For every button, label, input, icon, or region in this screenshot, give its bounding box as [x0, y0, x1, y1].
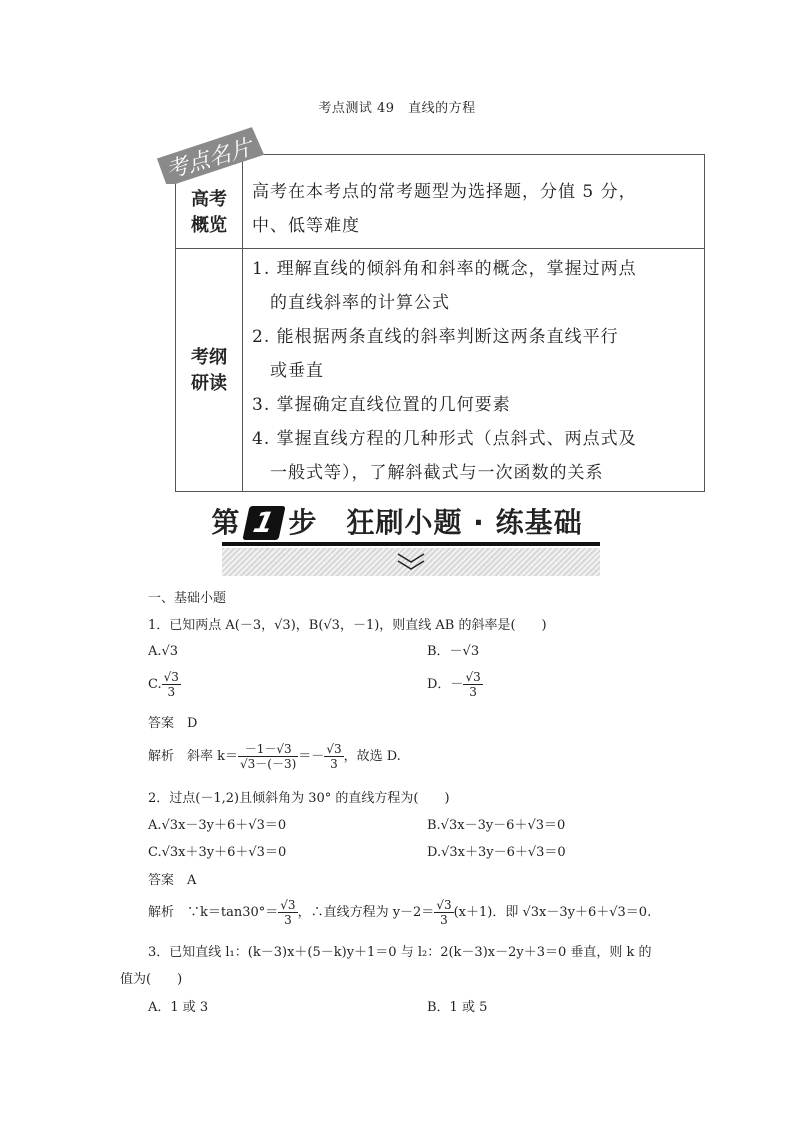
option-label: C.	[148, 677, 162, 692]
overview-line: 高考在本考点的常考题型为选择题，分值 5 分，	[252, 182, 637, 202]
overview-line: 中、低等难度	[252, 216, 360, 236]
q1-option-b: B．－√3	[427, 644, 480, 659]
analysis-text: (x＋1)．即 √3x－3y＋6＋√3＝0.	[453, 905, 652, 920]
analysis-text: ＝－	[298, 749, 325, 764]
q2-option-b: B.√3x－3y－6＋√3＝0	[427, 818, 566, 833]
fraction-den: 3	[167, 685, 176, 699]
syllabus-line: 的直线斜率的计算公式	[252, 293, 450, 313]
chevron-down-icon	[222, 548, 600, 576]
syllabus-line: 或垂直	[252, 361, 324, 381]
section-title: 一、基础小题	[148, 591, 227, 606]
syllabus-line: 2. 能根据两条直线的斜率判断这两条直线平行	[252, 327, 619, 347]
q2-option-c: C.√3x＋3y＋6＋√3＝0	[148, 845, 287, 860]
analysis-text: 解析 斜率 k＝	[148, 749, 239, 764]
q2-option-a: A.√3x－3y＋6＋√3＝0	[148, 818, 287, 833]
syllabus-line: 1. 理解直线的倾斜角和斜率的概念，掌握过两点	[252, 259, 637, 279]
fraction	[238, 742, 298, 771]
q2-answer: 答案 A	[148, 873, 197, 888]
fraction	[162, 670, 181, 699]
fraction-num: √3	[326, 742, 342, 756]
q2-stem: 2．过点(－1,2)且倾斜角为 30° 的直线方程为( )	[148, 791, 450, 806]
q3-stem-line1: 3．已知直线 l₁：(k－3)x＋(5－k)y＋1＝0 与 l₂：2(k－3)x－2y＋3＝0 垂直，则 k 的	[148, 945, 652, 960]
syllabus-line: 4. 掌握直线方程的几种形式（点斜式、两点式及	[252, 429, 637, 449]
row-label-overview: 高考 概览	[191, 189, 227, 236]
q1-option-d	[427, 670, 483, 699]
banner-rule	[222, 542, 600, 546]
stamp-badge	[150, 126, 268, 184]
info-table	[175, 154, 705, 492]
row-content-syllabus	[252, 252, 698, 490]
fraction-den: √3－(－3)	[240, 757, 297, 771]
fraction-den: 3	[469, 685, 477, 699]
q1-option-c	[148, 670, 181, 699]
banner-prefix: 第	[211, 506, 241, 539]
analysis-text: 解析 ∵k＝tan30°＝	[148, 905, 279, 920]
fraction-den: 3	[440, 913, 448, 927]
analysis-text: ，∴直线方程为 y－2＝	[297, 905, 435, 920]
syllabus-line: 一般式等），了解斜截式与一次函数的关系	[252, 463, 604, 483]
table-divider	[242, 155, 243, 491]
step-number: 1	[243, 506, 286, 540]
q3-stem-line2: 值为( )	[120, 972, 183, 987]
fraction-num: √3	[436, 898, 452, 912]
q1-answer: 答案 D	[148, 716, 198, 731]
fraction	[463, 670, 482, 699]
table-divider	[176, 248, 704, 249]
syllabus-line: 3. 掌握确定直线位置的几何要素	[252, 395, 511, 415]
fraction-num: √3	[280, 898, 296, 912]
q3-option-a: A．1 或 3	[148, 1000, 209, 1015]
q2-option-d: D.√3x＋3y－6＋√3＝0	[427, 845, 566, 860]
stamp-text: 考点名片	[163, 135, 256, 184]
page-title: 考点测试 49 直线的方程	[318, 101, 476, 116]
step-banner	[0, 501, 794, 541]
row-content-overview	[252, 175, 698, 243]
fraction	[278, 898, 297, 927]
option-label: D．－	[427, 677, 464, 692]
q1-option-a: A.√3	[148, 644, 179, 659]
fraction-den: 3	[330, 757, 338, 771]
fraction-num: √3	[163, 670, 179, 684]
analysis-text: ，故选 D.	[343, 749, 401, 764]
banner-strip	[222, 548, 600, 576]
banner-title: 步 狂刷小题 · 练基础	[288, 506, 583, 539]
fraction-den: 3	[284, 913, 292, 927]
q3-option-b: B．1 或 5	[427, 1000, 488, 1015]
q1-stem: 1．已知两点 A(－3，√3)，B(√3，－1)，则直线 AB 的斜率是( )	[148, 618, 547, 633]
fraction-num: √3	[465, 670, 481, 684]
q2-analysis	[148, 898, 651, 927]
row-label-syllabus: 考纲 研读	[191, 347, 227, 394]
fraction	[324, 742, 343, 771]
q1-analysis	[148, 742, 401, 771]
fraction-num: －1－√3	[238, 742, 298, 757]
fraction	[434, 898, 453, 927]
